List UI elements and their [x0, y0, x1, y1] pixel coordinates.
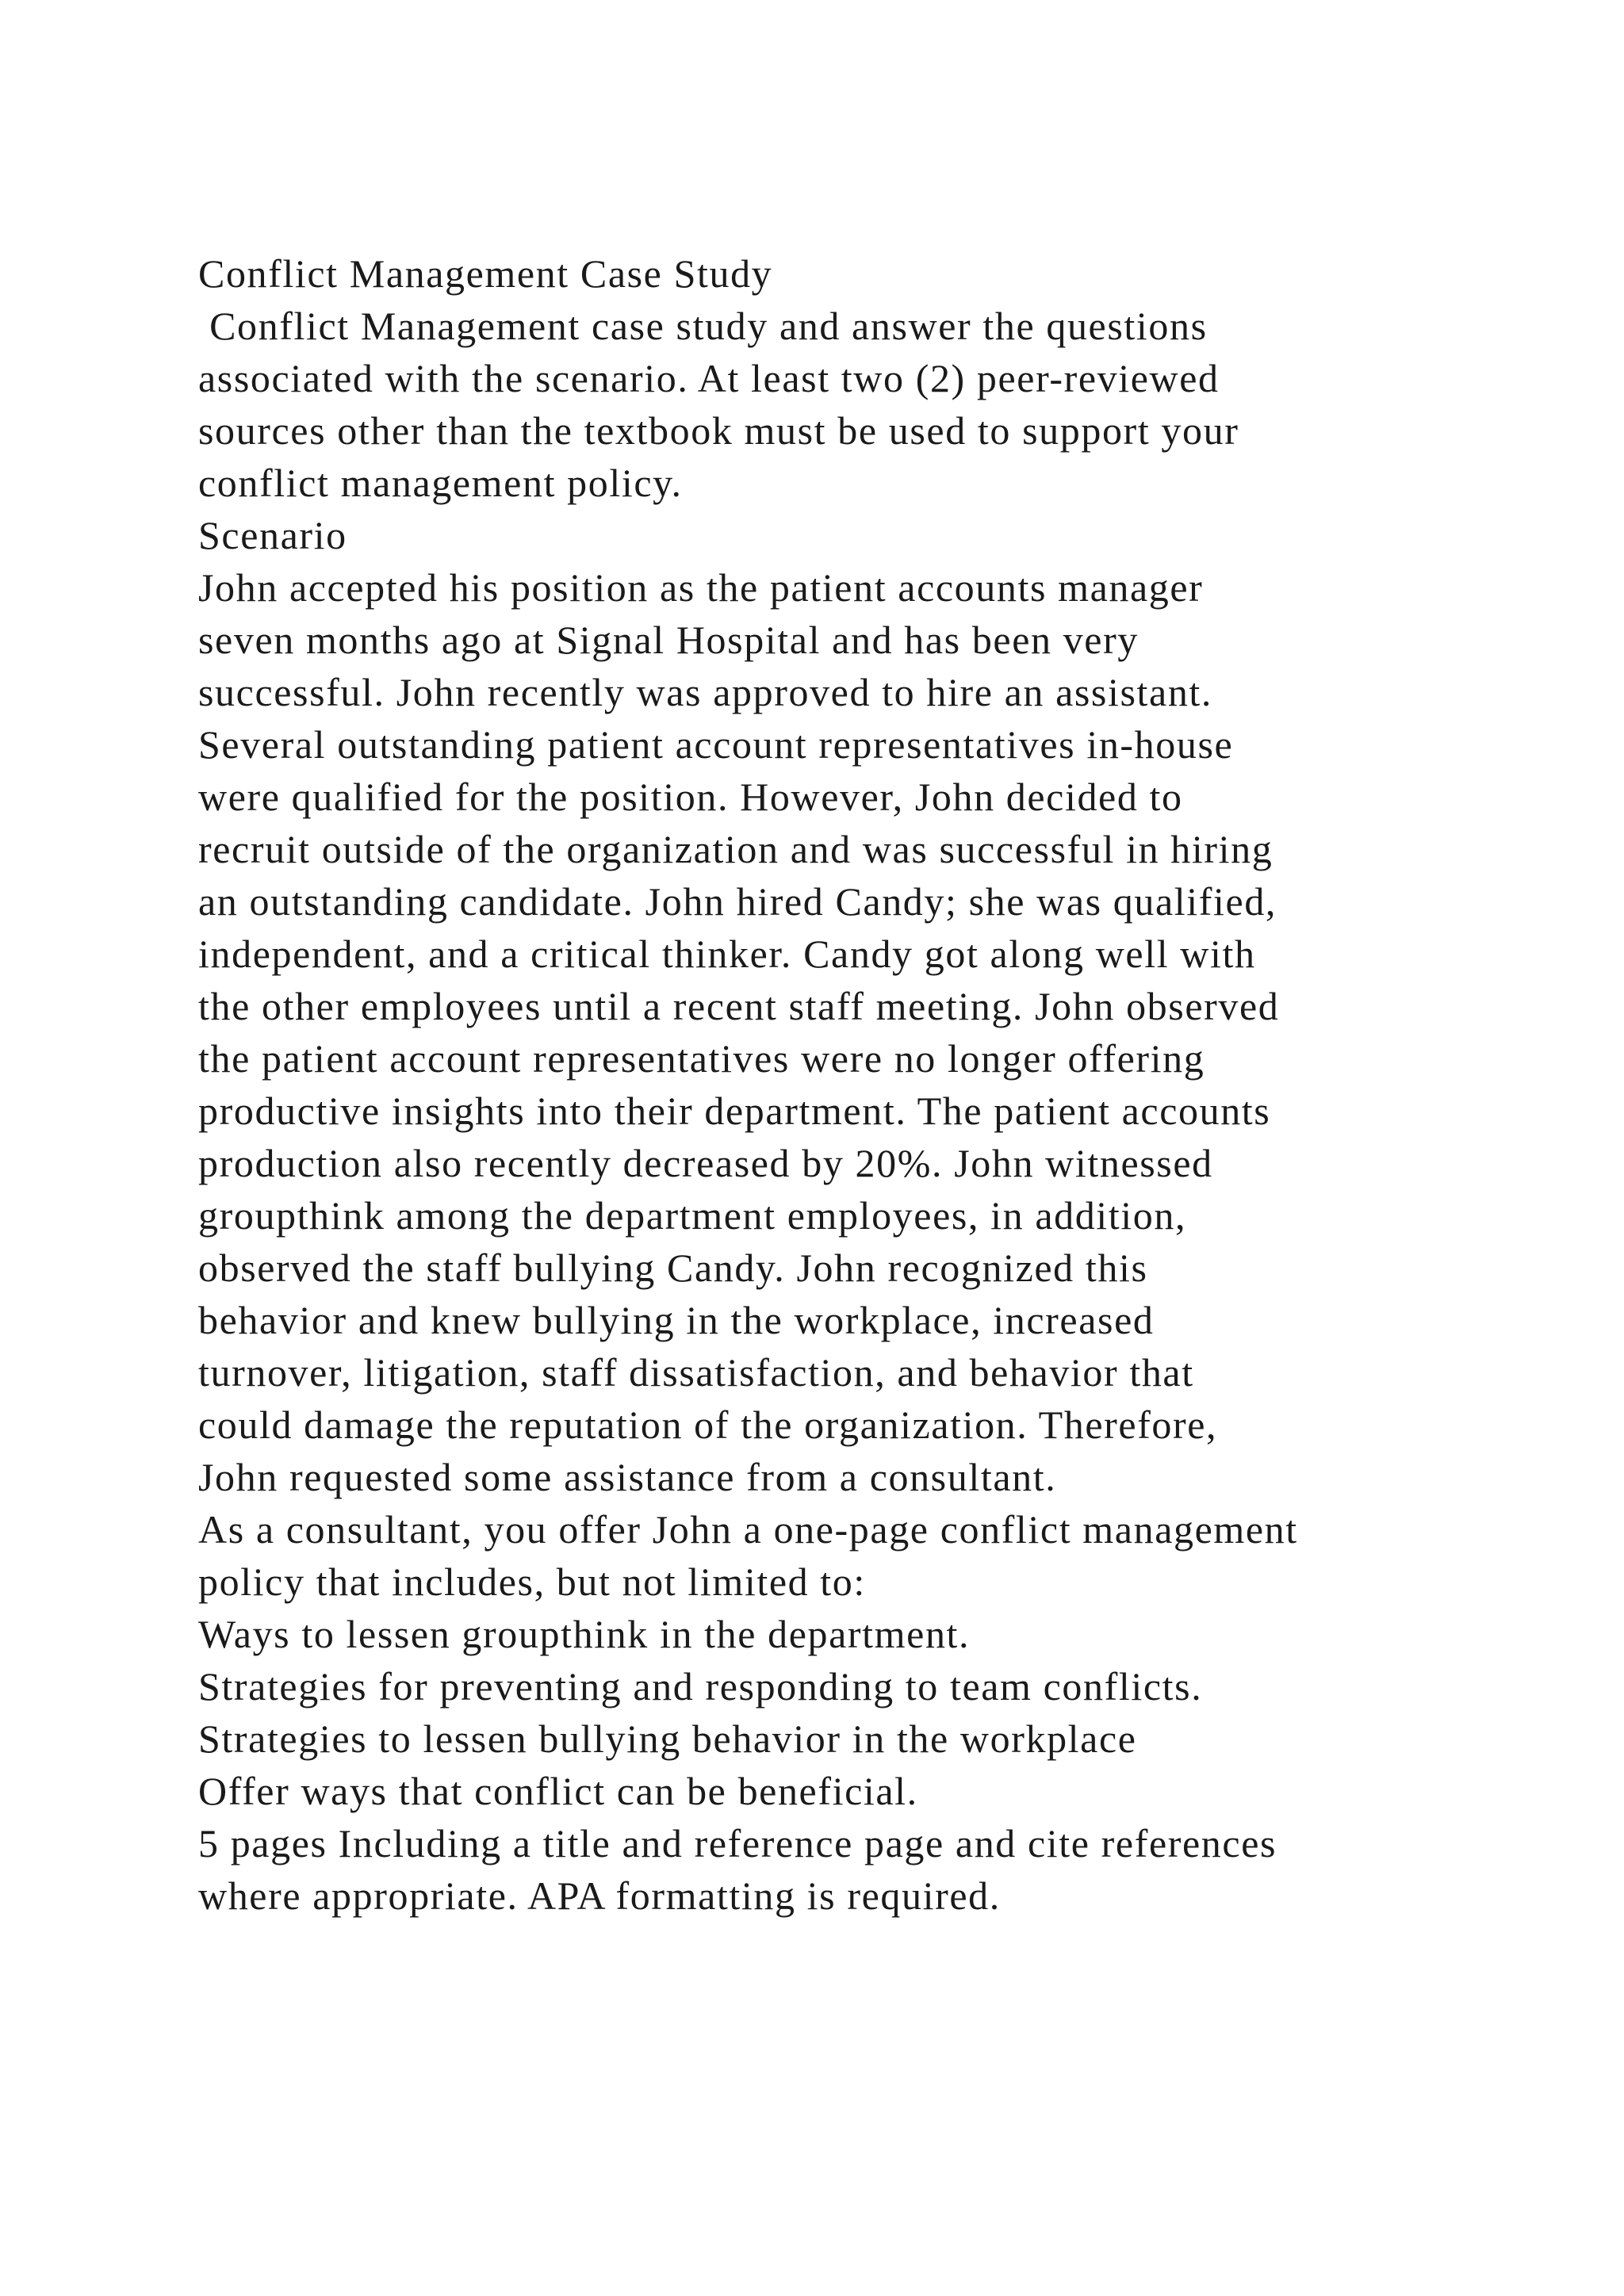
list-item: Strategies for preventing and responding to team conflicts. — [198, 1664, 1203, 1709]
text-line: John accepted his position as the patient accounts manager — [198, 565, 1204, 610]
text-line: could damage the reputation of the organization. Therefore, — [198, 1402, 1218, 1447]
text-line: observed the staff bullying Candy. John recognized this — [198, 1246, 1148, 1290]
text-line: where appropriate. APA formatting is required. — [198, 1873, 1001, 1918]
text-line: 5 pages Including a title and reference page and cite references — [198, 1821, 1277, 1866]
text-line: groupthink among the department employees, in addition, — [198, 1193, 1187, 1238]
text-line: Several outstanding patient account representatives in-house — [198, 722, 1234, 767]
text-line: an outstanding candidate. John hired Candy; she was qualified, — [198, 879, 1277, 924]
list-item: Ways to lessen groupthink in the department. — [198, 1612, 971, 1656]
text-line: John requested some assistance from a consultant. — [198, 1455, 1057, 1499]
text-line: behavior and knew bullying in the workplace, increased — [198, 1298, 1155, 1342]
document-body — [198, 247, 1562, 1922]
text-line: successful. John recently was approved to hire an assistant. — [198, 670, 1213, 714]
text-line: were qualified for the position. However, John decided to — [198, 775, 1183, 819]
text-line: associated with the scenario. At least two (2) peer-reviewed — [198, 356, 1220, 400]
section-heading-scenario: Scenario — [198, 513, 347, 557]
text-line: independent, and a critical thinker. Candy got along well with — [198, 932, 1256, 976]
text-line: the other employees until a recent staff meeting. John observed — [198, 984, 1280, 1028]
text-line: recruit outside of the organization and was successful in hiring — [198, 827, 1274, 871]
text-line: seven months ago at Signal Hospital and has been very — [198, 618, 1139, 662]
text-line: production also recently decreased by 20%. John witnessed — [198, 1141, 1213, 1185]
text-line: conflict management policy. — [198, 461, 683, 505]
text-line: turnover, litigation, staff dissatisfaction, and behavior that — [198, 1350, 1194, 1395]
text-line: productive insights into their department. The patient accounts — [198, 1089, 1271, 1133]
document-title: Conflict Management Case Study — [198, 251, 773, 296]
list-item: Offer ways that conflict can be beneficial. — [198, 1769, 918, 1813]
text-line: sources other than the textbook must be used to support your — [198, 408, 1239, 453]
text-line: Conflict Management case study and answer the questions — [198, 304, 1208, 348]
text-line: policy that includes, but not limited to: — [198, 1559, 866, 1604]
list-item: Strategies to lessen bullying behavior in the workplace — [198, 1716, 1137, 1761]
text-line: As a consultant, you offer John a one-page conflict management — [198, 1507, 1298, 1552]
text-line: the patient account representatives were no longer offering — [198, 1036, 1205, 1081]
